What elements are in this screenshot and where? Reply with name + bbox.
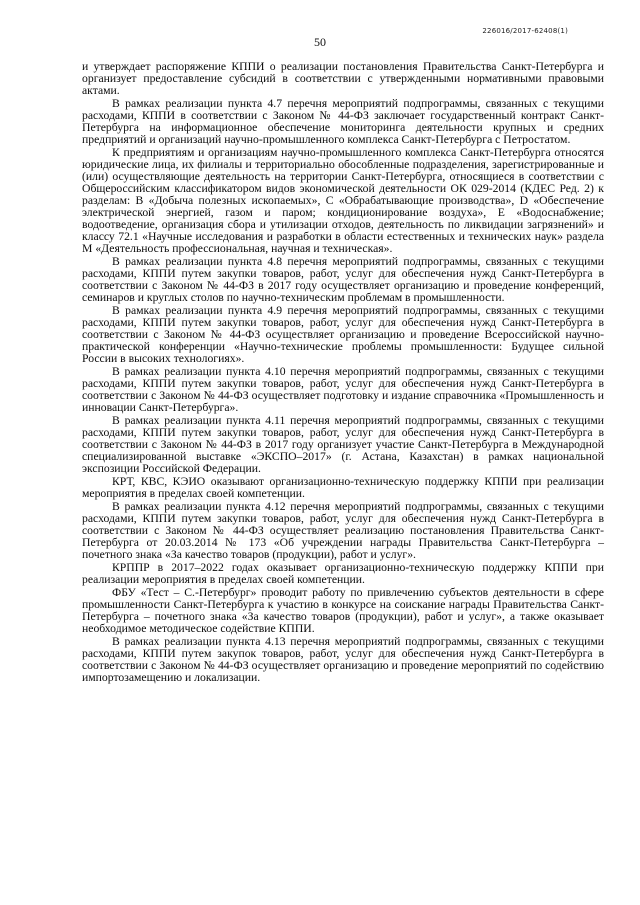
paragraph: КРТ, КВС, КЭИО оказывают организационно-техническую поддержку КППИ при реализации мероприятия в пределах своей компетенции. [82,475,604,500]
paragraph: КРППР в 2017–2022 годах оказывает организационно-техническую поддержку КППИ при реализации мероприятия в пределах своей компетенции. [82,561,604,586]
paragraph: В рамках реализации пункта 4.11 перечня мероприятий подпрограммы, связанных с текущими расходами, КППИ путем закупки товаров, работ, услуг для обеспечения нужд Санкт-Петербурга в соответствии с Законом № 44-ФЗ в 2017 году организует участие Санкт-Петербурга в Международной специализированной выставке «ЭКСПО–2017» (г. Астана, Казахстан) в рамках национальной экспозиции Российской Федерации. [82,414,604,475]
paragraph: В рамках реализации пункта 4.10 перечня мероприятий подпрограммы, связанных с текущими расходами, КППИ путем закупки товаров, работ, услуг для обеспечения нужд Санкт-Петербурга в соответствии с Законом № 44-ФЗ осуществляет подготовку и издание справочника «Промышленность и инновации Санкт-Петербурга». [82,365,604,414]
paragraph: В рамках реализации пункта 4.8 перечня мероприятий подпрограммы, связанных с текущими расходами, КППИ путем закупки товаров, работ, услуг для обеспечения нужд Санкт-Петербурга в соответствии с Законом № 44-ФЗ в 2017 году осуществляет организацию и проведение конференций, семинаров и круглых столов по научно-техническим проблемам в промышленности. [82,255,604,304]
paragraph: В рамках реализации пункта 4.9 перечня мероприятий подпрограммы, связанных с текущими расходами, КППИ путем закупки товаров, работ, услуг для обеспечения нужд Санкт-Петербурга в соответствии с Законом № 44-ФЗ осуществляет организацию и проведение Всероссийской научно-практической конференции «Научно-технические проблемы промышленности: Будущее сильной России в высоких технологиях». [82,304,604,365]
document-body [82,61,604,685]
paragraph: и утверждает распоряжение КППИ о реализации постановления Правительства Санкт-Петербурга и организует предоставление субсидий в соответствии с утвержденными нормативными правовыми актами. [82,60,604,97]
paragraph: ФБУ «Тест – С.-Петербург» проводит работу по привлечению субъектов деятельности в сфере промышленности Санкт-Петербурга к участию в конкурсе на соискание награды Правительства Санкт-Петербурга – почетного знака «За качество товаров (продукции), работ и услуг», а также оказывает необходимое методическое содействие КППИ. [82,586,604,635]
paragraph: В рамках реализации пункта 4.7 перечня мероприятий подпрограммы, связанных с текущими расходами, КППИ в соответствии с Законом № 44-ФЗ заключает государственный контракт Санкт-Петербурга на информационное обеспечение мониторинга деятельности крупных и средних предприятий и организаций научно-промышленного комплекса Санкт-Петербурга с Петростатом. [82,97,604,146]
paragraph: В рамках реализации пункта 4.12 перечня мероприятий подпрограммы, связанных с текущими расходами, КППИ путем закупки товаров, работ, услуг для обеспечения нужд Санкт-Петербурга в соответствии с Законом № 44-ФЗ осуществляет реализацию постановления Правительства Санкт-Петербурга от 20.03.2014 № 173 «Об учреждении награды Правительства Санкт-Петербурга – почетного знака «За качество товаров (продукции), работ и услуг». [82,500,604,561]
page-number: 50 [314,35,326,49]
paragraph: В рамках реализации пункта 4.13 перечня мероприятий подпрограммы, связанных с текущими расходами, КППИ путем закупок товаров, работ, услуг для обеспечения нужд Санкт-Петербурга в соответствии с Законом № 44-ФЗ осуществляет организацию и проведение мероприятий по содействию импортозамещению и локализации. [82,635,604,684]
paragraph: К предприятиям и организациям научно-промышленного комплекса Санкт-Петербурга относятся юридические лица, их филиалы и территориально обособленные подразделения, зарегистрированные и (или) осуществляющие деятельность на территории Санкт-Петербурга, относящиеся в соответствии с Общероссийским классификатором видов экономической деятельности ОК 029-2014 (КДЕС Ред. 2) к разделам: В «Добыча полезных ископаемых», С «Обрабатывающие производства», D «Обеспечение электрической энергией, газом и паром; кондиционирование воздуха», Е «Водоснабжение; водоотведение, организация сбора и утилизации отходов, деятельность по ликвидации загрязнений» и классу 72.1 «Научные исследования и разработки в области естественных и технических наук» раздела М «Деятельность профессиональная, научная и техническая». [82,146,604,255]
document-id: 226016/2017-62408(1) [482,27,568,35]
